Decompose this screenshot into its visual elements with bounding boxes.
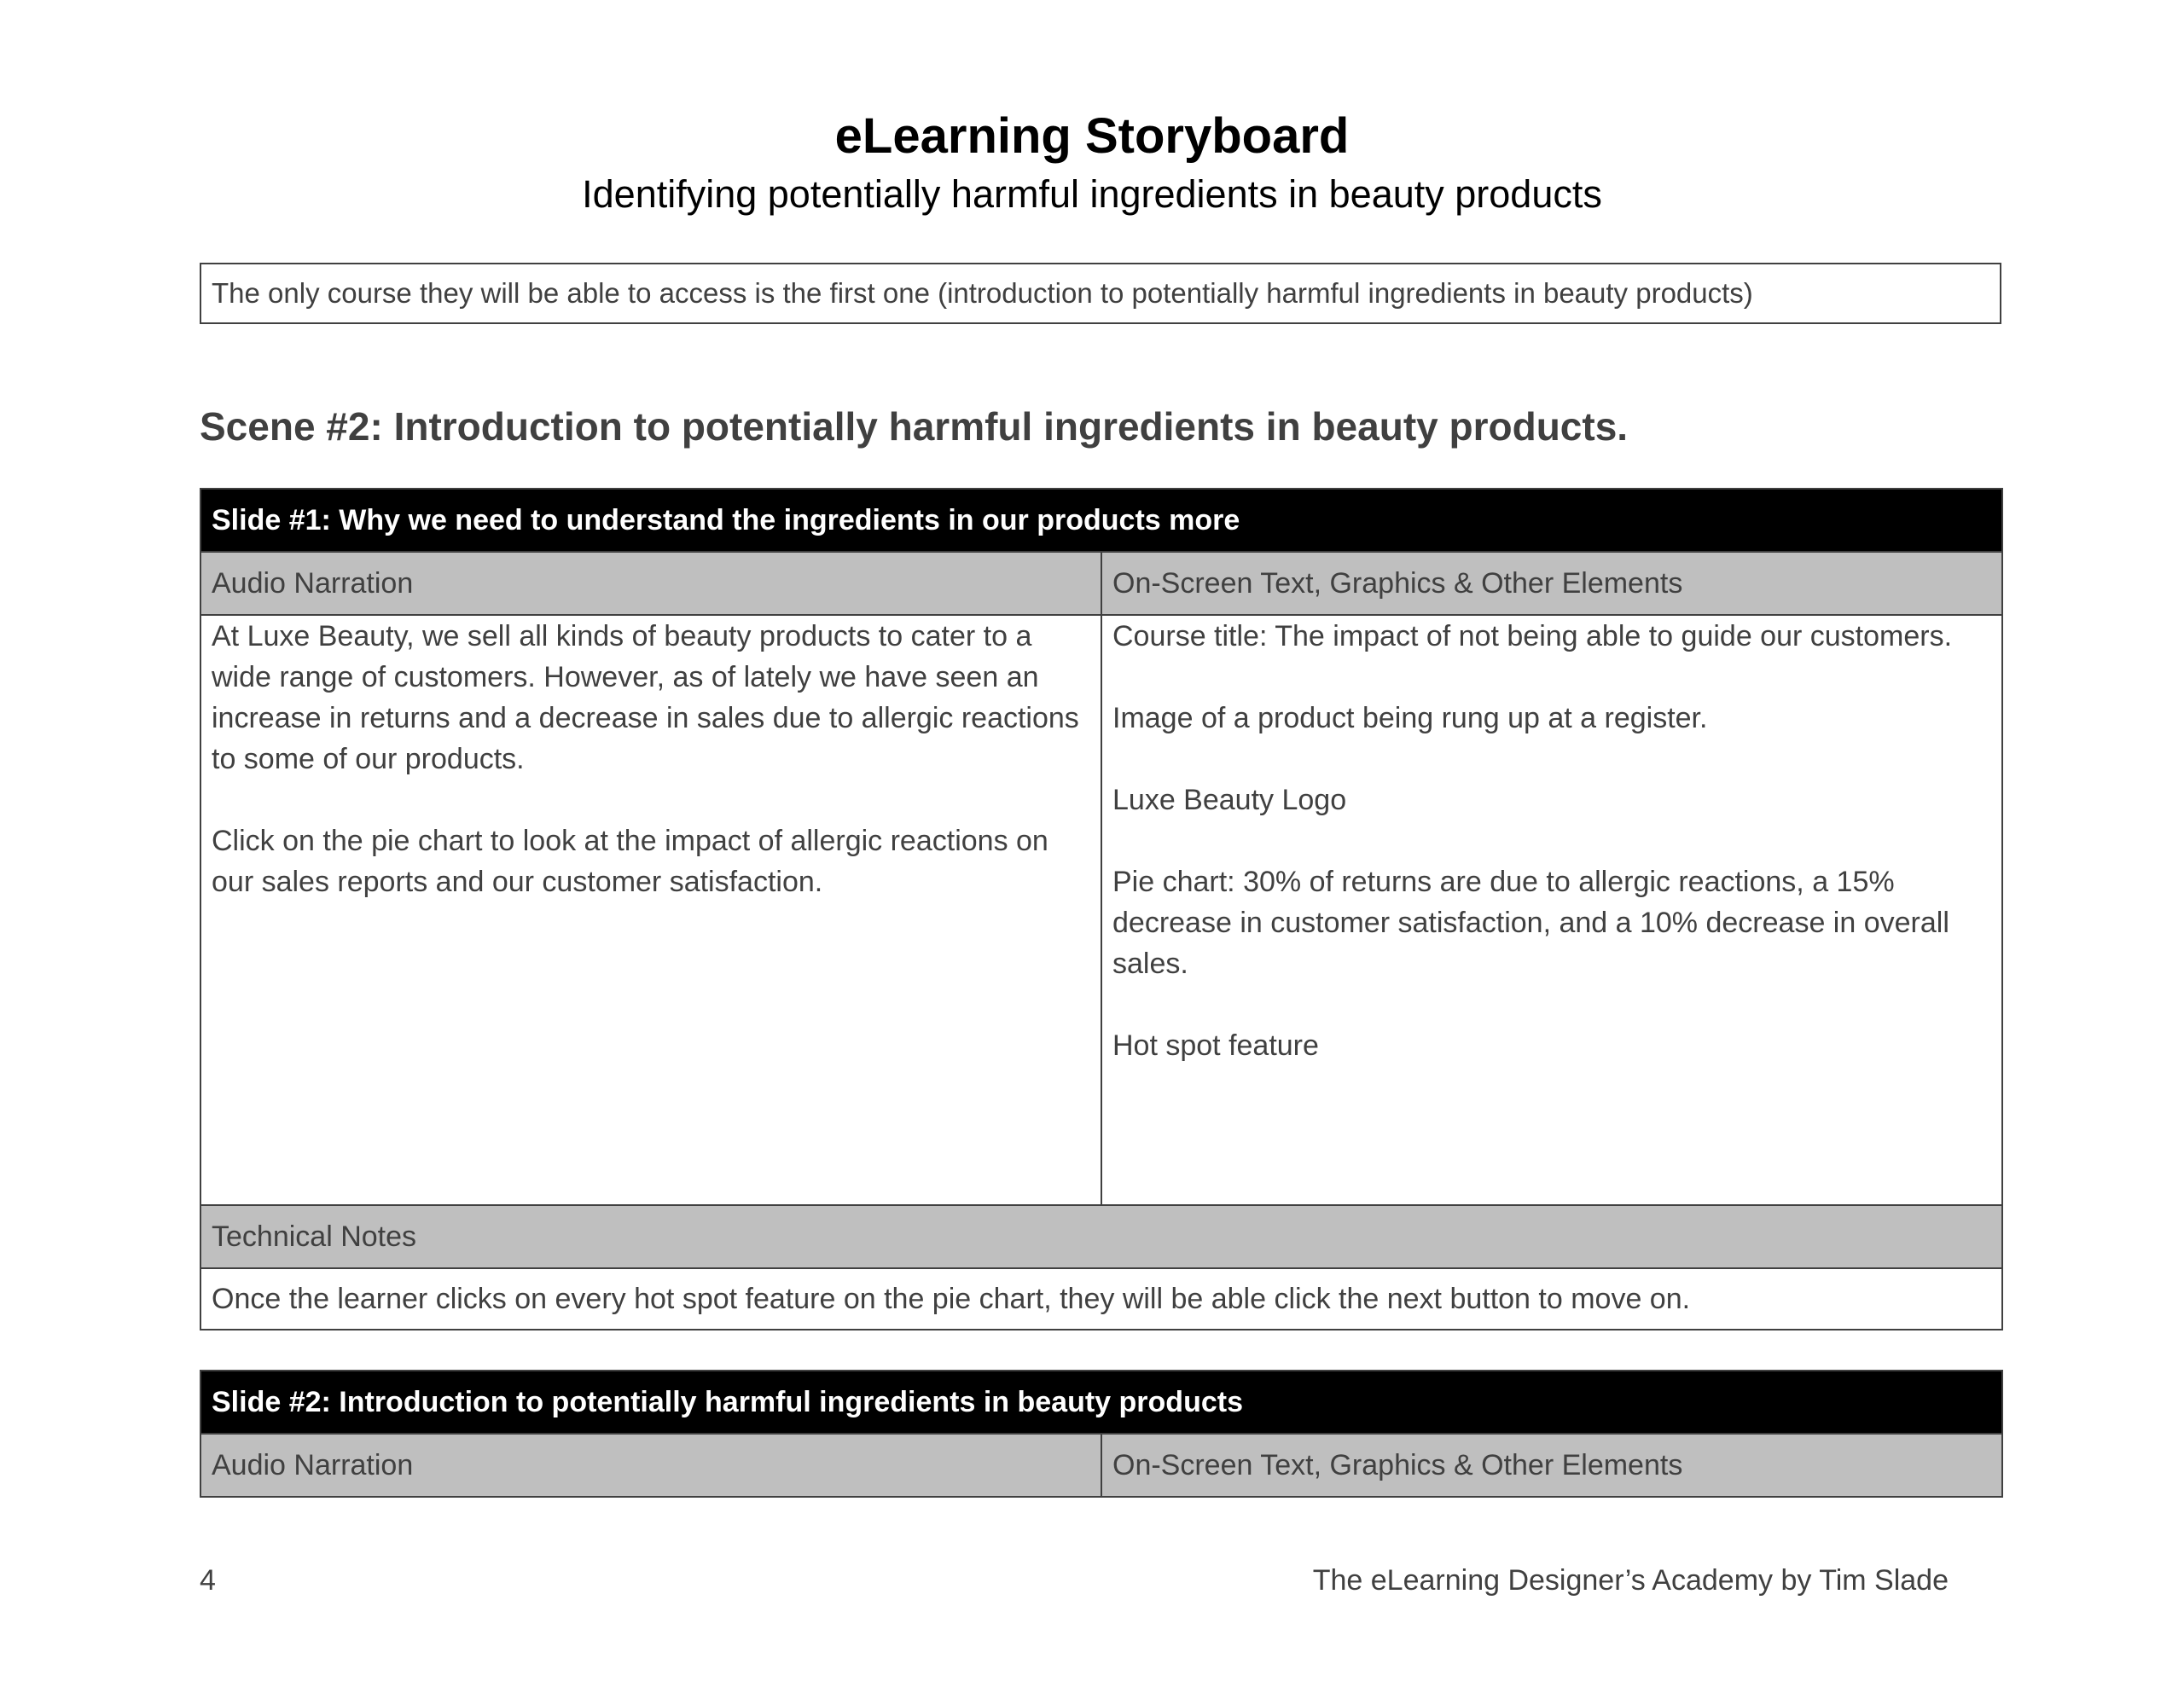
onscreen-elements-cell xyxy=(1101,615,2002,1205)
onscreen-paragraph: Pie chart: 30% of returns are due to allergic reactions, a 15% decrease in customer satisfaction, and a 10% decrease in overall sales. xyxy=(1112,866,1949,980)
technical-notes-row xyxy=(200,1268,2002,1330)
slide-1-title-row xyxy=(200,489,2002,552)
audio-narration-header: Audio Narration xyxy=(200,552,1101,615)
page-number: 4 xyxy=(200,1564,216,1597)
onscreen-elements-header: On-Screen Text, Graphics & Other Elements xyxy=(1101,552,2002,615)
slide-2-table xyxy=(200,1370,2003,1498)
onscreen-paragraph: Image of a product being rung up at a register. xyxy=(1112,702,1708,734)
technical-notes-header-row xyxy=(200,1205,2002,1268)
slide-1-column-headers xyxy=(200,552,2002,615)
scene-heading: Scene #2: Introduction to potentially harmful ingredients in beauty products. xyxy=(200,404,1629,449)
onscreen-paragraph: Hot spot feature xyxy=(1112,1029,1319,1062)
technical-notes-text: Once the learner clicks on every hot spot feature on the pie chart, they will be able click the next button to move on. xyxy=(200,1268,2002,1330)
audio-narration-header: Audio Narration xyxy=(200,1434,1101,1497)
onscreen-paragraph: Course title: The impact of not being able to guide our customers. xyxy=(1112,620,1953,652)
onscreen-paragraph: Luxe Beauty Logo xyxy=(1112,784,1347,816)
course-access-note: The only course they will be able to access is the first one (introduction to potentially harmful ingredients in beauty products) xyxy=(200,263,2001,324)
slide-1-content-row xyxy=(200,615,2002,1205)
audio-narration-cell xyxy=(200,615,1101,1205)
audio-paragraph: At Luxe Beauty, we sell all kinds of beauty products to cater to a wide range of customers. However, as of lately we have seen an increase in returns and a decrease in sales due to allergic reactions to some of our products. xyxy=(212,620,1079,775)
audio-paragraph: Click on the pie chart to look at the impact of allergic reactions on our sales reports and our customer satisfaction. xyxy=(212,825,1048,898)
slide-1-table xyxy=(200,488,2003,1330)
slide-1-title: Slide #1: Why we need to understand the ingredients in our products more xyxy=(200,489,2002,552)
document-title: eLearning Storyboard xyxy=(834,108,1350,164)
slide-2-title: Slide #2: Introduction to potentially harmful ingredients in beauty products xyxy=(200,1371,2002,1434)
onscreen-elements-header: On-Screen Text, Graphics & Other Elements xyxy=(1101,1434,2002,1497)
technical-notes-header: Technical Notes xyxy=(200,1205,2002,1268)
footer-credit: The eLearning Designer’s Academy by Tim Slade xyxy=(1312,1564,1949,1597)
document-subtitle: Identifying potentially harmful ingredients in beauty products xyxy=(582,172,1602,216)
slide-2-column-headers xyxy=(200,1434,2002,1497)
slide-2-title-row xyxy=(200,1371,2002,1434)
